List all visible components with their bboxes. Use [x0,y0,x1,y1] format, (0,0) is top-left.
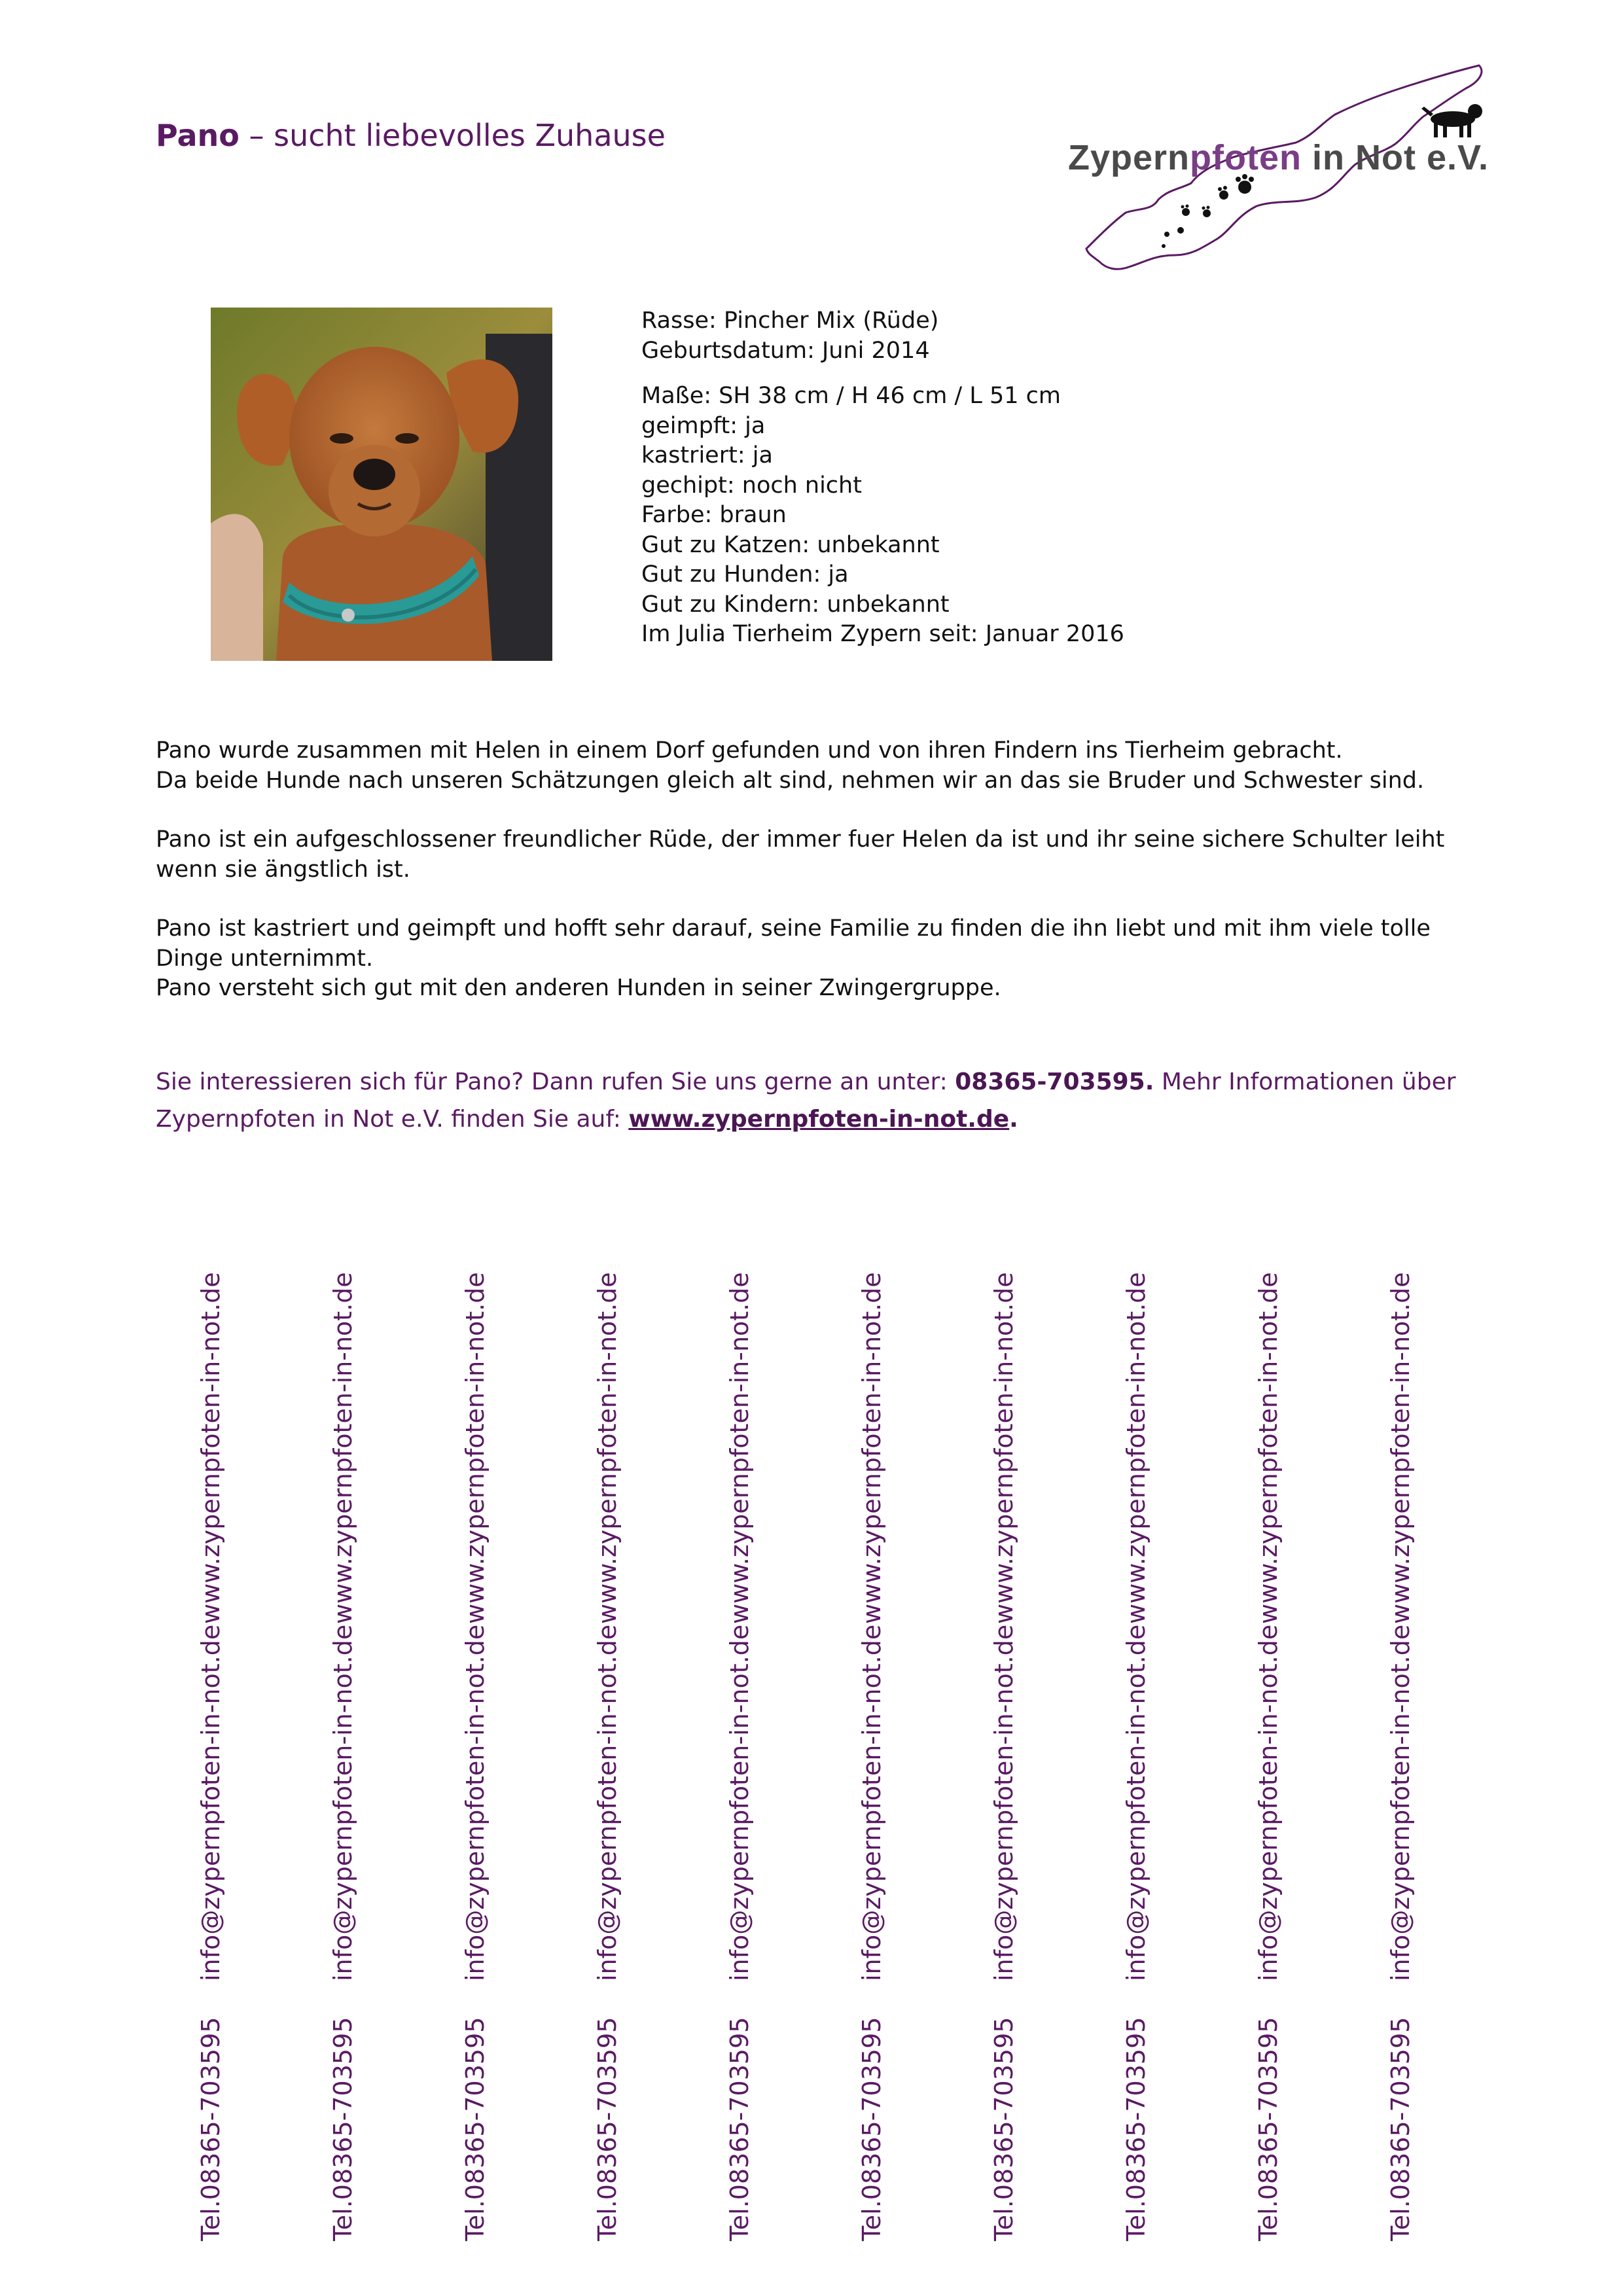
contact-info [156,1063,1504,1138]
tearoff-tel: Tel.08365-703595 [1254,2017,1283,2241]
tearoff-strip[interactable] [329,1272,368,2244]
tearoff-tel: Tel.08365-703595 [725,2017,754,2241]
tearoff-web: www.zypernpfoten-in-not.de [1122,1272,1150,1624]
tearoff-email: info@zypernpfoten-in-not.de [725,1624,754,1981]
tearoff-tel: Tel.08365-703595 [461,2017,490,2241]
tearoff-strip[interactable] [990,1272,1029,2244]
paw-prints-icon [1162,174,1254,248]
fact-neutered: kastriert: ja [641,442,773,468]
tearoff-email: info@zypernpfoten-in-not.de [593,1624,622,1981]
contact-phone: 08365-703595. [955,1069,1154,1095]
tearoff-web: www.zypernpfoten-in-not.de [329,1272,357,1624]
description-paragraph-1 [156,736,1465,796]
tearoff-email: info@zypernpfoten-in-not.de [461,1624,490,1981]
tearoff-tel: Tel.08365-703595 [1122,2017,1150,2241]
tearoff-strip[interactable] [1122,1272,1161,2244]
fact-dogs: Gut zu Hunden: ja [641,561,849,588]
tearoff-email: info@zypernpfoten-in-not.de [329,1624,357,1981]
fact-color: Farbe: braun [641,502,787,528]
fact-birthdate: Geburtsdatum: Juni 2014 [641,337,930,364]
tearoff-web: www.zypernpfoten-in-not.de [461,1272,490,1624]
tearoff-email: info@zypernpfoten-in-not.de [1254,1624,1283,1981]
tearoff-strip[interactable] [1386,1272,1425,2244]
description-line: Pano ist kastriert und geimpft und hofft sehr darauf, seine Familie zu finden die ihn liebt und mit ihm viele tolle Dinge unternimmt. [156,915,1431,972]
logo-wordmark [1068,137,1489,178]
fact-cats: Gut zu Katzen: unbekannt [641,531,940,558]
tearoff-web: www.zypernpfoten-in-not.de [593,1272,622,1624]
tearoff-tel: Tel.08365-703595 [1386,2017,1415,2241]
tearoff-strip[interactable] [1254,1272,1293,2244]
dog-photo [211,308,552,661]
contact-text: Sie interessieren sich für Pano? Dann rufen Sie uns gerne an unter: [156,1069,955,1095]
tearoff-web: www.zypernpfoten-in-not.de [990,1272,1018,1624]
contact-text: Mehr Informationen über Zypernpfoten in Not e.V. finden Sie auf: [156,1069,1456,1133]
description-line: Da beide Hunde nach unseren Schätzungen gleich alt sind, nehmen wir an das sie Bruder und Schwester sind. [156,767,1425,794]
tearoff-web: www.zypernpfoten-in-not.de [196,1272,225,1624]
title-subtitle: – sucht liebevolles Zuhause [239,118,666,153]
tearoff-email: info@zypernpfoten-in-not.de [1122,1624,1150,1981]
page-title [156,118,666,153]
dog-facts [641,306,1124,650]
logo-word-c: in Not e.V. [1302,138,1489,177]
tearoff-web: www.zypernpfoten-in-not.de [725,1272,754,1624]
tearoff-web: www.zypernpfoten-in-not.de [857,1272,886,1624]
tearoff-email: info@zypernpfoten-in-not.de [857,1624,886,1981]
fact-measurements: Maße: SH 38 cm / H 46 cm / L 51 cm [641,383,1061,409]
tearoff-strip[interactable] [461,1272,500,2244]
tearoff-tel: Tel.08365-703595 [196,2017,225,2241]
tearoff-strip[interactable] [593,1272,632,2244]
tearoff-tel: Tel.08365-703595 [329,2017,357,2241]
fact-kids: Gut zu Kindern: unbekannt [641,591,950,618]
tearoff-email: info@zypernpfoten-in-not.de [196,1624,225,1981]
tearoff-web: www.zypernpfoten-in-not.de [1386,1272,1415,1624]
website-link[interactable]: www.zypernpfoten-in-not.de [628,1106,1010,1133]
fact-chipped: gechipt: noch nicht [641,472,862,499]
tearoff-strip[interactable] [857,1272,897,2244]
tearoff-strip[interactable] [725,1272,764,2244]
tearoff-tel: Tel.08365-703595 [593,2017,622,2241]
contact-period: . [1009,1106,1018,1133]
description-paragraph-3 [156,914,1465,1004]
description-paragraph-2: Pano ist ein aufgeschlossener freundlicher Rüde, der immer fuer Helen da ist und ihr seine sichere Schulter leiht wenn sie ängstlich ist. [156,826,1445,883]
tearoff-strip[interactable] [196,1272,236,2244]
tearoff-email: info@zypernpfoten-in-not.de [990,1624,1018,1981]
logo-word-b: pfoten [1190,138,1302,177]
fact-breed: Rasse: Pincher Mix (Rüde) [641,308,939,334]
description-line: Pano wurde zusammen mit Helen in einem Dorf gefunden und von ihren Findern ins Tierheim gebracht. [156,737,1343,764]
tearoff-tel: Tel.08365-703595 [857,2017,886,2241]
tearoff-email: info@zypernpfoten-in-not.de [1386,1624,1415,1981]
tearoff-web: www.zypernpfoten-in-not.de [1254,1272,1283,1624]
tearoff-tel: Tel.08365-703595 [990,2017,1018,2241]
description-line: Pano versteht sich gut mit den anderen Hunden in seiner Zwingergruppe. [156,975,1001,1001]
fact-shelter-since: Im Julia Tierheim Zypern seit: Januar 2016 [641,621,1124,647]
dog-silhouette-icon [1421,104,1482,137]
logo-word-a: Zypern [1068,138,1190,177]
fact-vaccinated: geimpft: ja [641,412,766,439]
dog-name: Pano [156,118,240,153]
